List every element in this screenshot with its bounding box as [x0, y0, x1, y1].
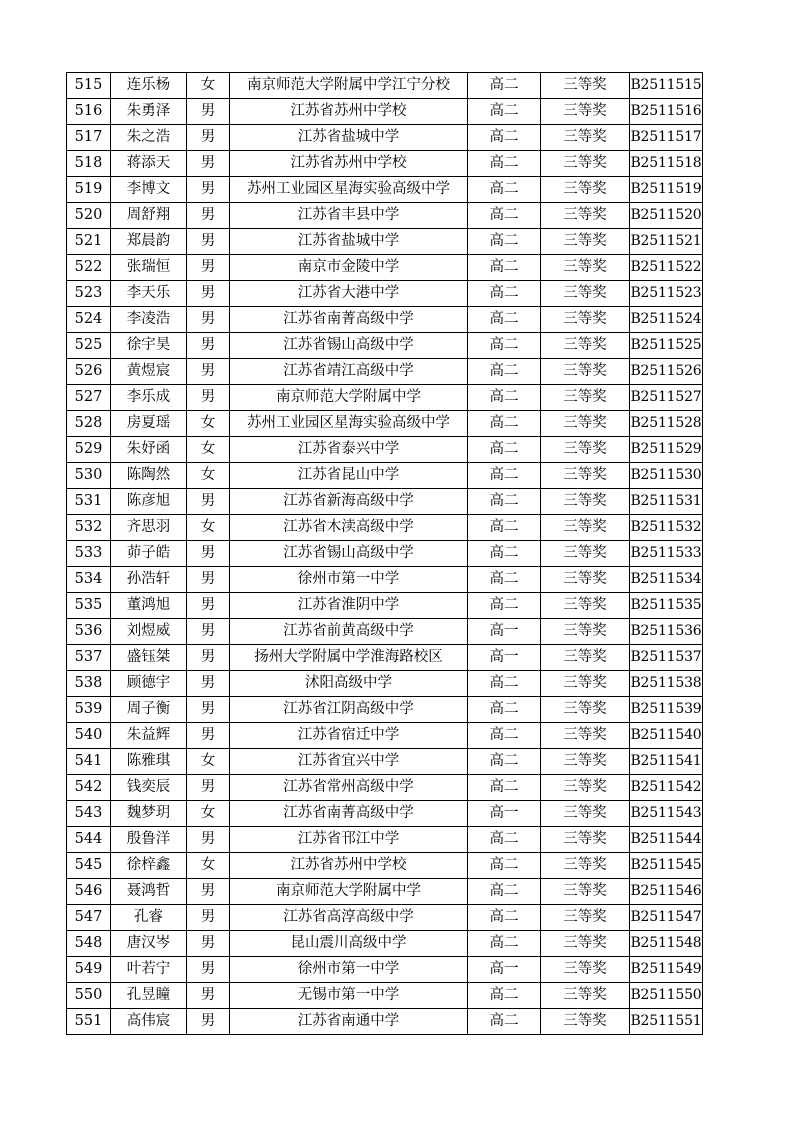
school-cell: 江苏省盐城中学 [230, 229, 468, 255]
gender-cell: 男 [187, 775, 230, 801]
award-cell: 三等奖 [541, 177, 630, 203]
name-cell: 朱勇泽 [111, 99, 187, 125]
table-row [67, 775, 703, 801]
number-cell: 519 [67, 177, 111, 203]
school-cell: 江苏省苏州中学校 [230, 99, 468, 125]
code-cell: B2511521 [630, 229, 703, 255]
table-row [67, 931, 703, 957]
code-cell: B2511536 [630, 619, 703, 645]
gender-cell: 男 [187, 125, 230, 151]
award-cell: 三等奖 [541, 281, 630, 307]
name-cell: 殷鲁洋 [111, 827, 187, 853]
name-cell: 顾德宇 [111, 671, 187, 697]
gender-cell: 女 [187, 749, 230, 775]
name-cell: 周子衡 [111, 697, 187, 723]
table-row [67, 619, 703, 645]
grade-cell: 高二 [468, 177, 541, 203]
name-cell: 蒋添天 [111, 151, 187, 177]
code-cell: B2511540 [630, 723, 703, 749]
gender-cell: 男 [187, 489, 230, 515]
table-row [67, 645, 703, 671]
name-cell: 李天乐 [111, 281, 187, 307]
grade-cell: 高二 [468, 463, 541, 489]
table-row [67, 73, 703, 99]
name-cell: 张瑞恒 [111, 255, 187, 281]
code-cell: B2511542 [630, 775, 703, 801]
award-cell: 三等奖 [541, 255, 630, 281]
name-cell: 朱妤函 [111, 437, 187, 463]
award-cell: 三等奖 [541, 411, 630, 437]
code-cell: B2511533 [630, 541, 703, 567]
grade-cell: 高二 [468, 281, 541, 307]
code-cell: B2511546 [630, 879, 703, 905]
table-row [67, 879, 703, 905]
award-cell: 三等奖 [541, 125, 630, 151]
number-cell: 551 [67, 1009, 111, 1035]
school-cell: 南京市金陵中学 [230, 255, 468, 281]
award-cell: 三等奖 [541, 515, 630, 541]
grade-cell: 高二 [468, 593, 541, 619]
school-cell: 昆山震川高级中学 [230, 931, 468, 957]
table-row [67, 723, 703, 749]
grade-cell: 高二 [468, 125, 541, 151]
grade-cell: 高二 [468, 905, 541, 931]
name-cell: 郑晨韵 [111, 229, 187, 255]
gender-cell: 女 [187, 73, 230, 99]
award-cell: 三等奖 [541, 385, 630, 411]
school-cell: 苏州工业园区星海实验高级中学 [230, 411, 468, 437]
number-cell: 536 [67, 619, 111, 645]
name-cell: 徐宇昊 [111, 333, 187, 359]
table-row [67, 385, 703, 411]
name-cell: 陈陶然 [111, 463, 187, 489]
grade-cell: 高一 [468, 645, 541, 671]
school-cell: 江苏省木渎高级中学 [230, 515, 468, 541]
gender-cell: 男 [187, 671, 230, 697]
award-cell: 三等奖 [541, 359, 630, 385]
school-cell: 扬州大学附属中学淮海路校区 [230, 645, 468, 671]
grade-cell: 高二 [468, 775, 541, 801]
name-cell: 叶若宁 [111, 957, 187, 983]
awards-table [66, 72, 703, 1035]
number-cell: 549 [67, 957, 111, 983]
number-cell: 516 [67, 99, 111, 125]
gender-cell: 男 [187, 983, 230, 1009]
award-cell: 三等奖 [541, 151, 630, 177]
grade-cell: 高一 [468, 801, 541, 827]
gender-cell: 女 [187, 515, 230, 541]
name-cell: 朱之浩 [111, 125, 187, 151]
school-cell: 南京师范大学附属中学江宁分校 [230, 73, 468, 99]
grade-cell: 高二 [468, 723, 541, 749]
name-cell: 刘煜威 [111, 619, 187, 645]
gender-cell: 男 [187, 99, 230, 125]
number-cell: 532 [67, 515, 111, 541]
name-cell: 李乐成 [111, 385, 187, 411]
gender-cell: 男 [187, 957, 230, 983]
school-cell: 徐州市第一中学 [230, 567, 468, 593]
code-cell: B2511539 [630, 697, 703, 723]
gender-cell: 男 [187, 827, 230, 853]
grade-cell: 高二 [468, 333, 541, 359]
name-cell: 茆子皓 [111, 541, 187, 567]
grade-cell: 高二 [468, 437, 541, 463]
table-row [67, 853, 703, 879]
school-cell: 江苏省锡山高级中学 [230, 333, 468, 359]
school-cell: 江苏省锡山高级中学 [230, 541, 468, 567]
gender-cell: 男 [187, 879, 230, 905]
award-cell: 三等奖 [541, 333, 630, 359]
award-cell: 三等奖 [541, 1009, 630, 1035]
name-cell: 孙浩轩 [111, 567, 187, 593]
number-cell: 539 [67, 697, 111, 723]
table-row [67, 905, 703, 931]
school-cell: 江苏省宜兴中学 [230, 749, 468, 775]
table-row [67, 567, 703, 593]
gender-cell: 男 [187, 541, 230, 567]
award-cell: 三等奖 [541, 99, 630, 125]
table-row [67, 177, 703, 203]
code-cell: B2511535 [630, 593, 703, 619]
number-cell: 520 [67, 203, 111, 229]
grade-cell: 高二 [468, 229, 541, 255]
grade-cell: 高一 [468, 619, 541, 645]
number-cell: 541 [67, 749, 111, 775]
school-cell: 江苏省盐城中学 [230, 125, 468, 151]
school-cell: 江苏省前黄高级中学 [230, 619, 468, 645]
grade-cell: 高二 [468, 307, 541, 333]
number-cell: 529 [67, 437, 111, 463]
code-cell: B2511550 [630, 983, 703, 1009]
name-cell: 陈彦旭 [111, 489, 187, 515]
name-cell: 魏梦玥 [111, 801, 187, 827]
grade-cell: 高二 [468, 99, 541, 125]
code-cell: B2511551 [630, 1009, 703, 1035]
gender-cell: 男 [187, 177, 230, 203]
table-row [67, 359, 703, 385]
gender-cell: 男 [187, 255, 230, 281]
award-cell: 三等奖 [541, 567, 630, 593]
number-cell: 548 [67, 931, 111, 957]
table-row [67, 489, 703, 515]
number-cell: 540 [67, 723, 111, 749]
name-cell: 李博文 [111, 177, 187, 203]
table-row [67, 671, 703, 697]
grade-cell: 高二 [468, 749, 541, 775]
code-cell: B2511524 [630, 307, 703, 333]
award-cell: 三等奖 [541, 437, 630, 463]
code-cell: B2511541 [630, 749, 703, 775]
school-cell: 江苏省高淳高级中学 [230, 905, 468, 931]
school-cell: 江苏省苏州中学校 [230, 151, 468, 177]
code-cell: B2511519 [630, 177, 703, 203]
award-cell: 三等奖 [541, 229, 630, 255]
gender-cell: 男 [187, 593, 230, 619]
code-cell: B2511525 [630, 333, 703, 359]
table-row [67, 203, 703, 229]
number-cell: 515 [67, 73, 111, 99]
number-cell: 537 [67, 645, 111, 671]
table-row [67, 151, 703, 177]
number-cell: 527 [67, 385, 111, 411]
award-cell: 三等奖 [541, 463, 630, 489]
code-cell: B2511527 [630, 385, 703, 411]
gender-cell: 女 [187, 411, 230, 437]
school-cell: 江苏省新海高级中学 [230, 489, 468, 515]
award-cell: 三等奖 [541, 645, 630, 671]
grade-cell: 高二 [468, 151, 541, 177]
number-cell: 525 [67, 333, 111, 359]
grade-cell: 高二 [468, 541, 541, 567]
award-cell: 三等奖 [541, 593, 630, 619]
grade-cell: 高二 [468, 515, 541, 541]
table-row [67, 125, 703, 151]
table-row [67, 99, 703, 125]
name-cell: 连乐杨 [111, 73, 187, 99]
grade-cell: 高二 [468, 255, 541, 281]
gender-cell: 男 [187, 1009, 230, 1035]
award-cell: 三等奖 [541, 73, 630, 99]
award-cell: 三等奖 [541, 801, 630, 827]
table-row [67, 463, 703, 489]
school-cell: 江苏省邗江中学 [230, 827, 468, 853]
table-row [67, 697, 703, 723]
code-cell: B2511523 [630, 281, 703, 307]
gender-cell: 女 [187, 853, 230, 879]
number-cell: 521 [67, 229, 111, 255]
award-cell: 三等奖 [541, 827, 630, 853]
code-cell: B2511545 [630, 853, 703, 879]
table-row [67, 749, 703, 775]
gender-cell: 男 [187, 697, 230, 723]
gender-cell: 男 [187, 723, 230, 749]
gender-cell: 男 [187, 359, 230, 385]
school-cell: 江苏省江阴高级中学 [230, 697, 468, 723]
grade-cell: 高二 [468, 827, 541, 853]
name-cell: 陈雅琪 [111, 749, 187, 775]
grade-cell: 高二 [468, 879, 541, 905]
table-row [67, 1009, 703, 1035]
number-cell: 528 [67, 411, 111, 437]
school-cell: 南京师范大学附属中学 [230, 879, 468, 905]
award-cell: 三等奖 [541, 853, 630, 879]
school-cell: 江苏省靖江高级中学 [230, 359, 468, 385]
name-cell: 朱益辉 [111, 723, 187, 749]
code-cell: B2511528 [630, 411, 703, 437]
table-row [67, 281, 703, 307]
table-row [67, 593, 703, 619]
gender-cell: 男 [187, 905, 230, 931]
grade-cell: 高二 [468, 567, 541, 593]
code-cell: B2511544 [630, 827, 703, 853]
code-cell: B2511518 [630, 151, 703, 177]
award-cell: 三等奖 [541, 203, 630, 229]
grade-cell: 高二 [468, 359, 541, 385]
name-cell: 唐汉岑 [111, 931, 187, 957]
number-cell: 534 [67, 567, 111, 593]
grade-cell: 高二 [468, 385, 541, 411]
table-row [67, 801, 703, 827]
name-cell: 董鸿旭 [111, 593, 187, 619]
table-row [67, 229, 703, 255]
code-cell: B2511543 [630, 801, 703, 827]
code-cell: B2511538 [630, 671, 703, 697]
award-cell: 三等奖 [541, 957, 630, 983]
gender-cell: 男 [187, 931, 230, 957]
gender-cell: 女 [187, 437, 230, 463]
grade-cell: 高二 [468, 853, 541, 879]
award-cell: 三等奖 [541, 723, 630, 749]
code-cell: B2511532 [630, 515, 703, 541]
school-cell: 江苏省大港中学 [230, 281, 468, 307]
gender-cell: 男 [187, 281, 230, 307]
table-row [67, 515, 703, 541]
code-cell: B2511517 [630, 125, 703, 151]
award-cell: 三等奖 [541, 619, 630, 645]
school-cell: 南京师范大学附属中学 [230, 385, 468, 411]
number-cell: 523 [67, 281, 111, 307]
gender-cell: 男 [187, 567, 230, 593]
gender-cell: 男 [187, 619, 230, 645]
table-row [67, 983, 703, 1009]
gender-cell: 男 [187, 203, 230, 229]
name-cell: 徐梓鑫 [111, 853, 187, 879]
gender-cell: 男 [187, 333, 230, 359]
number-cell: 533 [67, 541, 111, 567]
award-cell: 三等奖 [541, 671, 630, 697]
name-cell: 钱奕辰 [111, 775, 187, 801]
gender-cell: 男 [187, 151, 230, 177]
name-cell: 齐思羽 [111, 515, 187, 541]
number-cell: 522 [67, 255, 111, 281]
award-cell: 三等奖 [541, 489, 630, 515]
name-cell: 聂鸿哲 [111, 879, 187, 905]
code-cell: B2511522 [630, 255, 703, 281]
number-cell: 542 [67, 775, 111, 801]
number-cell: 518 [67, 151, 111, 177]
code-cell: B2511548 [630, 931, 703, 957]
school-cell: 江苏省苏州中学校 [230, 853, 468, 879]
grade-cell: 高二 [468, 671, 541, 697]
number-cell: 517 [67, 125, 111, 151]
school-cell: 江苏省泰兴中学 [230, 437, 468, 463]
name-cell: 盛钰桀 [111, 645, 187, 671]
code-cell: B2511549 [630, 957, 703, 983]
name-cell: 高伟宸 [111, 1009, 187, 1035]
name-cell: 黄煜宸 [111, 359, 187, 385]
number-cell: 547 [67, 905, 111, 931]
school-cell: 江苏省常州高级中学 [230, 775, 468, 801]
grade-cell: 高二 [468, 73, 541, 99]
number-cell: 546 [67, 879, 111, 905]
gender-cell: 男 [187, 385, 230, 411]
code-cell: B2511547 [630, 905, 703, 931]
table-row [67, 255, 703, 281]
table-row [67, 307, 703, 333]
table-row [67, 411, 703, 437]
number-cell: 535 [67, 593, 111, 619]
gender-cell: 男 [187, 307, 230, 333]
award-cell: 三等奖 [541, 541, 630, 567]
grade-cell: 高二 [468, 203, 541, 229]
name-cell: 房夏瑶 [111, 411, 187, 437]
award-cell: 三等奖 [541, 983, 630, 1009]
grade-cell: 高二 [468, 411, 541, 437]
award-cell: 三等奖 [541, 905, 630, 931]
number-cell: 526 [67, 359, 111, 385]
table-row [67, 827, 703, 853]
award-cell: 三等奖 [541, 749, 630, 775]
school-cell: 江苏省淮阴中学 [230, 593, 468, 619]
school-cell: 徐州市第一中学 [230, 957, 468, 983]
number-cell: 524 [67, 307, 111, 333]
name-cell: 李凌浩 [111, 307, 187, 333]
code-cell: B2511526 [630, 359, 703, 385]
code-cell: B2511537 [630, 645, 703, 671]
name-cell: 孔昱瞳 [111, 983, 187, 1009]
number-cell: 544 [67, 827, 111, 853]
school-cell: 江苏省南菁高级中学 [230, 801, 468, 827]
grade-cell: 高一 [468, 957, 541, 983]
number-cell: 543 [67, 801, 111, 827]
school-cell: 江苏省昆山中学 [230, 463, 468, 489]
code-cell: B2511534 [630, 567, 703, 593]
gender-cell: 男 [187, 229, 230, 255]
code-cell: B2511531 [630, 489, 703, 515]
award-cell: 三等奖 [541, 697, 630, 723]
school-cell: 沭阳高级中学 [230, 671, 468, 697]
grade-cell: 高二 [468, 1009, 541, 1035]
code-cell: B2511516 [630, 99, 703, 125]
award-cell: 三等奖 [541, 879, 630, 905]
grade-cell: 高二 [468, 983, 541, 1009]
award-cell: 三等奖 [541, 775, 630, 801]
school-cell: 苏州工业园区星海实验高级中学 [230, 177, 468, 203]
grade-cell: 高二 [468, 931, 541, 957]
gender-cell: 男 [187, 645, 230, 671]
table-row [67, 957, 703, 983]
table-body [67, 73, 703, 1035]
table-row [67, 333, 703, 359]
name-cell: 孔睿 [111, 905, 187, 931]
table-row [67, 541, 703, 567]
number-cell: 530 [67, 463, 111, 489]
number-cell: 545 [67, 853, 111, 879]
code-cell: B2511530 [630, 463, 703, 489]
code-cell: B2511529 [630, 437, 703, 463]
school-cell: 江苏省宿迁中学 [230, 723, 468, 749]
table-row [67, 437, 703, 463]
school-cell: 江苏省丰县中学 [230, 203, 468, 229]
school-cell: 江苏省南通中学 [230, 1009, 468, 1035]
gender-cell: 女 [187, 801, 230, 827]
name-cell: 周舒翔 [111, 203, 187, 229]
code-cell: B2511515 [630, 73, 703, 99]
grade-cell: 高二 [468, 489, 541, 515]
number-cell: 531 [67, 489, 111, 515]
number-cell: 538 [67, 671, 111, 697]
award-cell: 三等奖 [541, 307, 630, 333]
school-cell: 江苏省南菁高级中学 [230, 307, 468, 333]
grade-cell: 高二 [468, 697, 541, 723]
code-cell: B2511520 [630, 203, 703, 229]
school-cell: 无锡市第一中学 [230, 983, 468, 1009]
gender-cell: 女 [187, 463, 230, 489]
number-cell: 550 [67, 983, 111, 1009]
award-cell: 三等奖 [541, 931, 630, 957]
